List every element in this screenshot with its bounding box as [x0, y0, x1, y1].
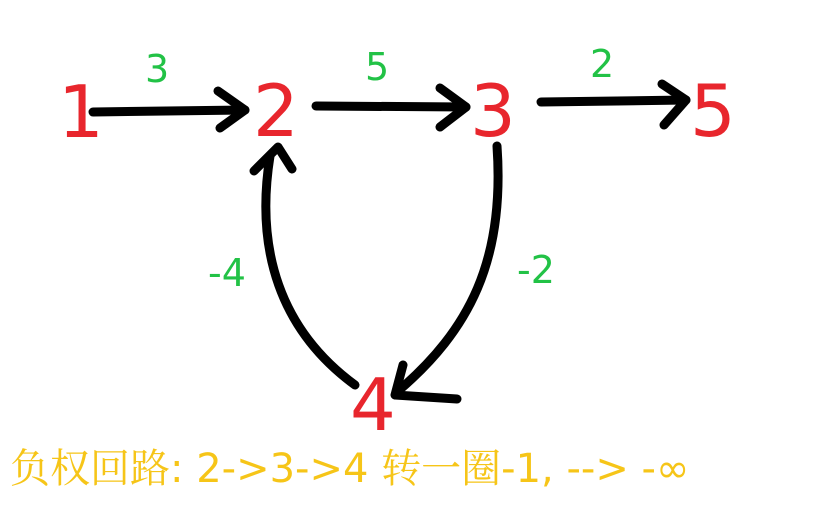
- edge-3-4: [397, 146, 498, 392]
- weight-1-2: 3: [145, 47, 170, 91]
- node-1: 1: [58, 70, 104, 154]
- node-2: 2: [253, 69, 299, 153]
- caption: 负权回路: 2->3->4 转一圈-1, --> -∞: [10, 446, 690, 492]
- weight-2-3: 5: [365, 45, 390, 89]
- node-5: 5: [690, 69, 736, 153]
- edge-4-2: [266, 156, 355, 385]
- weight-3-4: -2: [517, 248, 555, 292]
- edge-2-3: [316, 106, 466, 107]
- edge-1-2: [93, 110, 245, 112]
- weight-4-2: -4: [208, 251, 246, 295]
- node-3: 3: [470, 69, 516, 153]
- node-4: 4: [350, 363, 396, 447]
- edge-3-5: [541, 100, 686, 102]
- weight-3-5: 2: [590, 42, 615, 86]
